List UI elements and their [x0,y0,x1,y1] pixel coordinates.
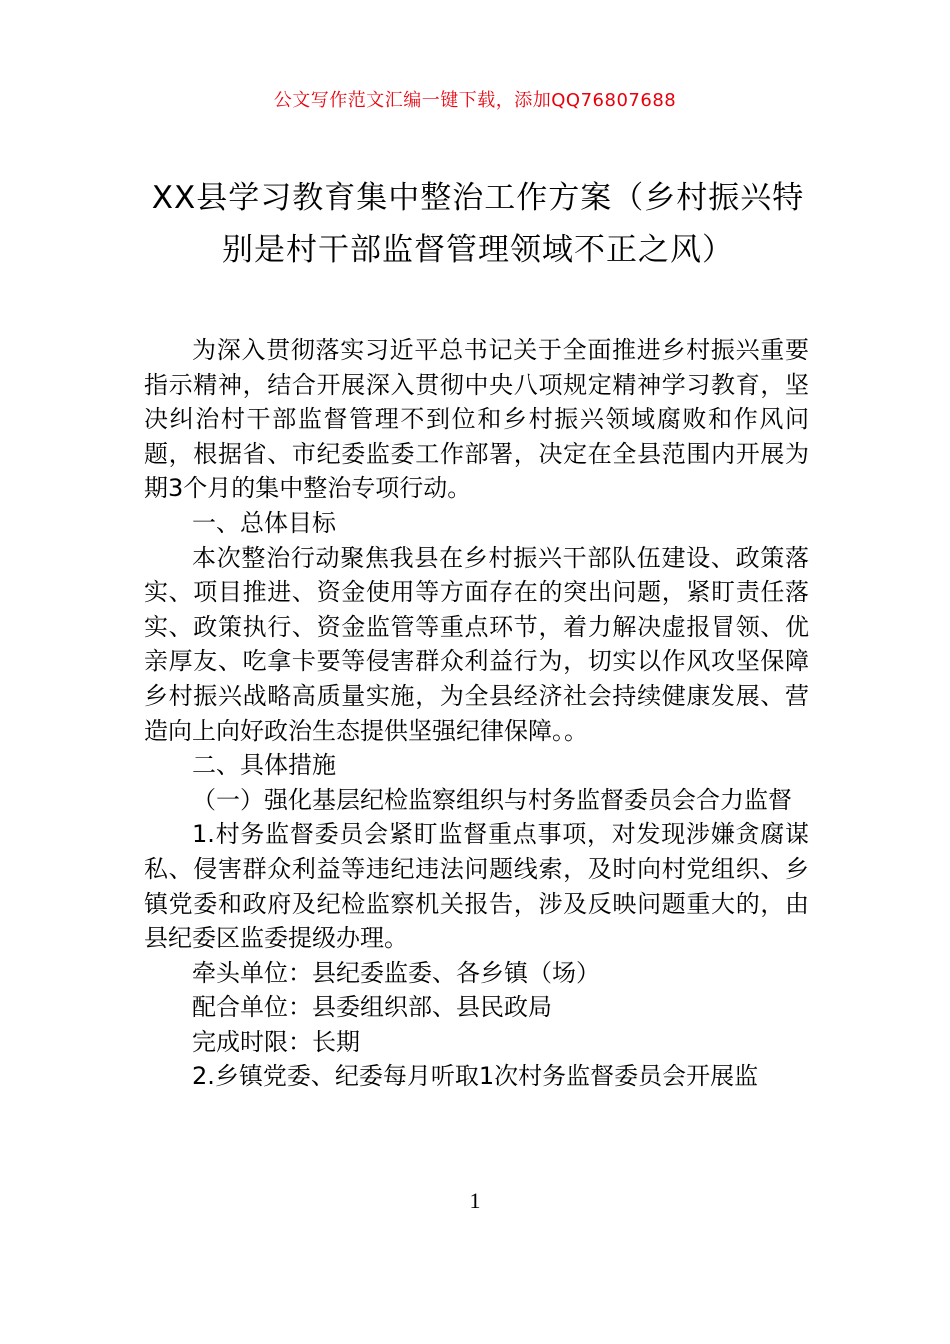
paragraph-intro: 为深入贯彻落实习近平总书记关于全面推进乡村振兴重要指示精神，结合开展深入贯彻中央八项规定精神学习教育，坚决纠治村干部监督管理不到位和乡村振兴领域腐败和作风问题，根据省、市纪委监委工作部署，决定在全县范围内开展为期3个月的集中整治专项行动。 [144,336,809,503]
page-number: 1 [469,1188,481,1213]
measure-item-2: 2.乡镇党委、纪委每月听取1次村务监督委员会开展监 [192,1062,759,1091]
subsection-heading-1: （一）强化基层纪检监察组织与村务监督委员会合力监督 [192,785,792,814]
measure-item-1: 1.村务监督委员会紧盯监督重点事项，对发现涉嫌贪腐谋私、侵害群众利益等违纪违法问题线索，及时向村党组织、乡镇党委和政府及纪检监察机关报告，涉及反映问题重大的，由县纪委区监委提级办理。 [144,820,809,953]
document-title: XX县学习教育集中整治工作方案（乡村振兴特别是村干部监督管理领域不正之风） [151,180,805,268]
section-heading-goal: 一、总体目标 [192,508,336,537]
paragraph-goal: 本次整治行动聚焦我县在乡村振兴干部队伍建设、政策落实、项目推进、资金使用等方面存在的突出问题，紧盯责任落实、政策执行、资金监管等重点环节，着力解决虚报冒领、优亲厚友、吃拿卡要等侵害群众利益行为，切实以作风攻坚保障乡村振兴战略高质量实施，为全县经济社会持续健康发展、营造向上向好政治生态提供坚强纪律保障。。 [144,543,809,745]
section-heading-measures: 二、具体措施 [192,751,336,780]
header-download-note: 公文写作范文汇编一键下载，添加QQ76807688 [273,90,677,111]
cooperating-unit: 配合单位：县委组织部、县民政局 [192,993,552,1022]
lead-unit: 牵头单位：县纪委监委、各乡镇（场） [192,958,600,987]
document-body [144,333,809,1094]
deadline: 完成时限：长期 [192,1027,360,1056]
